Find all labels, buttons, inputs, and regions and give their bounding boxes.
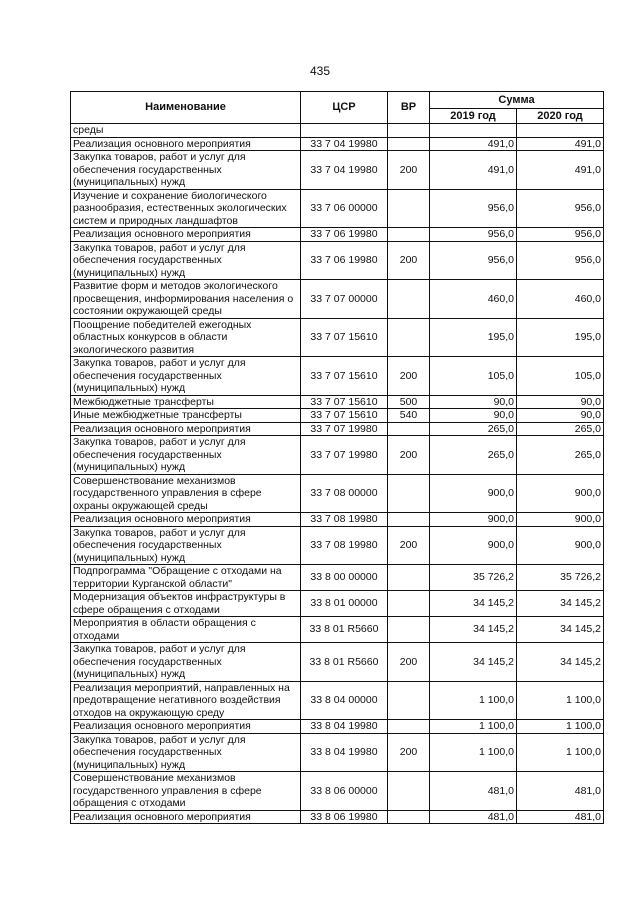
cell-csr: 33 8 00 00000 xyxy=(301,565,388,591)
cell-sum-2020: 460,0 xyxy=(517,280,604,319)
cell-vr: 200 xyxy=(388,643,430,682)
cell-name: Совершенствование механизмов государственного управления в сфере охраны окружающей среды xyxy=(71,474,301,513)
cell-sum-2019: 195,0 xyxy=(430,318,517,357)
cell-vr: 200 xyxy=(388,526,430,565)
cell-sum-2020: 90,0 xyxy=(517,395,604,409)
cell-vr: 200 xyxy=(388,436,430,475)
cell-sum-2019: 1 100,0 xyxy=(430,733,517,772)
cell-sum-2019: 481,0 xyxy=(430,772,517,811)
cell-vr xyxy=(388,565,430,591)
cell-name: Реализация мероприятий, направленных на предотвращение негативного воздействия отходов на окружающую среду xyxy=(71,681,301,720)
table-row xyxy=(71,643,604,682)
cell-name: Закупка товаров, работ и услуг для обеспечения государственных (муниципальных) нужд xyxy=(71,733,301,772)
table-row xyxy=(71,617,604,643)
cell-vr xyxy=(388,591,430,617)
cell-name: Реализация основного мероприятия xyxy=(71,228,301,242)
cell-vr xyxy=(388,772,430,811)
cell-csr: 33 7 06 19980 xyxy=(301,228,388,242)
cell-sum-2020: 1 100,0 xyxy=(517,720,604,734)
cell-sum-2019: 90,0 xyxy=(430,395,517,409)
table-row xyxy=(71,151,604,190)
cell-vr: 200 xyxy=(388,357,430,396)
cell-csr: 33 8 01 R5660 xyxy=(301,643,388,682)
cell-csr: 33 7 06 19980 xyxy=(301,241,388,280)
table-row xyxy=(71,357,604,396)
cell-vr: 540 xyxy=(388,409,430,423)
page-number: 435 xyxy=(309,64,331,78)
cell-csr: 33 8 01 00000 xyxy=(301,591,388,617)
table-row xyxy=(71,422,604,436)
cell-sum-2020: 900,0 xyxy=(517,513,604,527)
table-row xyxy=(71,565,604,591)
cell-name: Реализация основного мероприятия xyxy=(71,810,301,824)
cell-name: Модернизация объектов инфраструктуры в сфере обращения с отходами xyxy=(71,591,301,617)
cell-sum-2019: 956,0 xyxy=(430,241,517,280)
cell-sum-2020: 481,0 xyxy=(517,772,604,811)
cell-vr: 200 xyxy=(388,151,430,190)
cell-csr: 33 8 04 19980 xyxy=(301,733,388,772)
header-year-2020: 2020 год xyxy=(517,109,604,124)
table-row xyxy=(71,474,604,513)
cell-name: Закупка товаров, работ и услуг для обеспечения государственных (муниципальных) нужд xyxy=(71,151,301,190)
cell-sum-2019: 1 100,0 xyxy=(430,681,517,720)
cell-sum-2019: 956,0 xyxy=(430,228,517,242)
table-row xyxy=(71,280,604,319)
header-name: Наименование xyxy=(71,92,301,124)
cell-sum-2019 xyxy=(430,124,517,138)
cell-sum-2019: 34 145,2 xyxy=(430,591,517,617)
cell-name: Подпрограмма "Обращение с отходами на территории Курганской области" xyxy=(71,565,301,591)
cell-sum-2020: 265,0 xyxy=(517,436,604,475)
cell-sum-2020: 105,0 xyxy=(517,357,604,396)
cell-vr xyxy=(388,280,430,319)
cell-sum-2019: 265,0 xyxy=(430,436,517,475)
cell-name: Поощрение победителей ежегодных областных конкурсов в области экологического развития xyxy=(71,318,301,357)
cell-csr: 33 7 08 19980 xyxy=(301,526,388,565)
cell-csr: 33 8 06 00000 xyxy=(301,772,388,811)
header-sum: Сумма xyxy=(430,92,604,109)
cell-name: Реализация основного мероприятия xyxy=(71,137,301,151)
table-row xyxy=(71,772,604,811)
cell-vr xyxy=(388,474,430,513)
table-row xyxy=(71,124,604,138)
cell-name: Изучение и сохранение биологического разнообразия, естественных экологических систем и природных ландшафтов xyxy=(71,189,301,228)
cell-sum-2019: 265,0 xyxy=(430,422,517,436)
cell-csr: 33 7 07 15610 xyxy=(301,357,388,396)
table-header xyxy=(71,92,604,124)
cell-name: Межбюджетные трансферты xyxy=(71,395,301,409)
cell-sum-2020: 956,0 xyxy=(517,241,604,280)
cell-sum-2019: 481,0 xyxy=(430,810,517,824)
cell-csr xyxy=(301,124,388,138)
cell-csr: 33 7 07 15610 xyxy=(301,395,388,409)
cell-sum-2020: 956,0 xyxy=(517,189,604,228)
cell-csr: 33 7 08 00000 xyxy=(301,474,388,513)
header-vr: ВР xyxy=(388,92,430,124)
cell-csr: 33 7 07 19980 xyxy=(301,436,388,475)
cell-csr: 33 7 04 19980 xyxy=(301,137,388,151)
cell-sum-2020: 35 726,2 xyxy=(517,565,604,591)
table-row xyxy=(71,681,604,720)
cell-sum-2020: 900,0 xyxy=(517,474,604,513)
table-row xyxy=(71,526,604,565)
cell-sum-2020: 1 100,0 xyxy=(517,733,604,772)
cell-vr xyxy=(388,513,430,527)
table-body xyxy=(71,124,604,824)
cell-vr xyxy=(388,189,430,228)
cell-sum-2020: 34 145,2 xyxy=(517,591,604,617)
table-row xyxy=(71,513,604,527)
header-csr: ЦСР xyxy=(301,92,388,124)
table-row xyxy=(71,591,604,617)
cell-sum-2019: 460,0 xyxy=(430,280,517,319)
cell-vr xyxy=(388,422,430,436)
cell-sum-2019: 491,0 xyxy=(430,137,517,151)
cell-sum-2019: 1 100,0 xyxy=(430,720,517,734)
cell-name: Развитие форм и методов экологического просвещения, информирования населения о состоянии окружающей среды xyxy=(71,280,301,319)
cell-csr: 33 7 07 15610 xyxy=(301,318,388,357)
cell-sum-2020: 481,0 xyxy=(517,810,604,824)
cell-sum-2019: 34 145,2 xyxy=(430,617,517,643)
cell-sum-2020: 1 100,0 xyxy=(517,681,604,720)
cell-name: Мероприятия в области обращения с отходами xyxy=(71,617,301,643)
cell-name: Реализация основного мероприятия xyxy=(71,720,301,734)
table-row xyxy=(71,810,604,824)
cell-name: Реализация основного мероприятия xyxy=(71,513,301,527)
budget-table xyxy=(70,91,604,824)
table-row xyxy=(71,409,604,423)
cell-sum-2020: 90,0 xyxy=(517,409,604,423)
cell-sum-2019: 105,0 xyxy=(430,357,517,396)
cell-vr xyxy=(388,228,430,242)
table-row xyxy=(71,733,604,772)
cell-sum-2020: 491,0 xyxy=(517,137,604,151)
cell-vr xyxy=(388,810,430,824)
cell-sum-2019: 956,0 xyxy=(430,189,517,228)
cell-sum-2019: 35 726,2 xyxy=(430,565,517,591)
cell-csr: 33 8 04 00000 xyxy=(301,681,388,720)
cell-sum-2019: 90,0 xyxy=(430,409,517,423)
cell-csr: 33 7 06 00000 xyxy=(301,189,388,228)
cell-vr: 200 xyxy=(388,733,430,772)
cell-vr xyxy=(388,137,430,151)
cell-name: среды xyxy=(71,124,301,138)
cell-sum-2020: 195,0 xyxy=(517,318,604,357)
table-row xyxy=(71,720,604,734)
table-row xyxy=(71,228,604,242)
header-year-2019: 2019 год xyxy=(430,109,517,124)
cell-csr: 33 7 04 19980 xyxy=(301,151,388,190)
cell-sum-2020: 34 145,2 xyxy=(517,643,604,682)
cell-sum-2020: 491,0 xyxy=(517,151,604,190)
cell-name: Совершенствование механизмов государственного управления в сфере обращения с отходами xyxy=(71,772,301,811)
cell-sum-2019: 900,0 xyxy=(430,474,517,513)
cell-name: Закупка товаров, работ и услуг для обеспечения государственных (муниципальных) нужд xyxy=(71,436,301,475)
table-row xyxy=(71,436,604,475)
cell-vr xyxy=(388,124,430,138)
cell-name: Реализация основного мероприятия xyxy=(71,422,301,436)
cell-vr xyxy=(388,617,430,643)
table-row xyxy=(71,137,604,151)
cell-sum-2019: 491,0 xyxy=(430,151,517,190)
cell-csr: 33 8 06 19980 xyxy=(301,810,388,824)
cell-vr xyxy=(388,720,430,734)
cell-vr xyxy=(388,681,430,720)
cell-csr: 33 7 07 15610 xyxy=(301,409,388,423)
cell-name: Закупка товаров, работ и услуг для обеспечения государственных (муниципальных) нужд xyxy=(71,526,301,565)
cell-name: Закупка товаров, работ и услуг для обеспечения государственных (муниципальных) нужд xyxy=(71,241,301,280)
cell-sum-2020: 956,0 xyxy=(517,228,604,242)
cell-csr: 33 7 07 19980 xyxy=(301,422,388,436)
cell-name: Иные межбюджетные трансферты xyxy=(71,409,301,423)
cell-csr: 33 8 01 R5660 xyxy=(301,617,388,643)
table-row xyxy=(71,318,604,357)
cell-name: Закупка товаров, работ и услуг для обеспечения государственных (муниципальных) нужд xyxy=(71,357,301,396)
cell-sum-2020: 265,0 xyxy=(517,422,604,436)
cell-vr: 200 xyxy=(388,241,430,280)
cell-vr: 500 xyxy=(388,395,430,409)
cell-sum-2020 xyxy=(517,124,604,138)
table-row xyxy=(71,241,604,280)
table-row xyxy=(71,189,604,228)
cell-csr: 33 8 04 19980 xyxy=(301,720,388,734)
cell-sum-2019: 900,0 xyxy=(430,526,517,565)
cell-csr: 33 7 08 19980 xyxy=(301,513,388,527)
cell-sum-2020: 34 145,2 xyxy=(517,617,604,643)
table-row xyxy=(71,395,604,409)
cell-csr: 33 7 07 00000 xyxy=(301,280,388,319)
cell-vr xyxy=(388,318,430,357)
cell-name: Закупка товаров, работ и услуг для обеспечения государственных (муниципальных) нужд xyxy=(71,643,301,682)
cell-sum-2020: 900,0 xyxy=(517,526,604,565)
cell-sum-2019: 900,0 xyxy=(430,513,517,527)
cell-sum-2019: 34 145,2 xyxy=(430,643,517,682)
